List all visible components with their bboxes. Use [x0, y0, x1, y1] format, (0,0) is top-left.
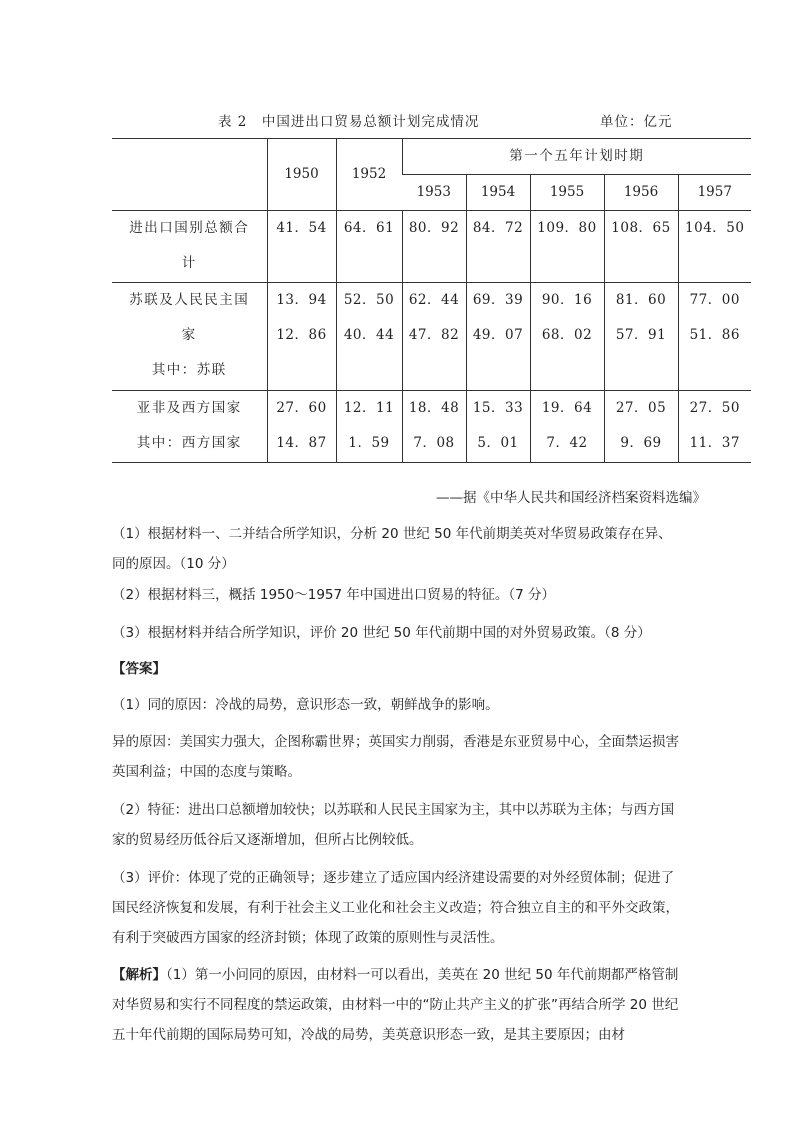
value-cell — [267, 211, 336, 283]
value: 108．65 — [611, 220, 671, 236]
row-label-line: 其中：西方国家 — [136, 435, 242, 451]
header-year: 1953 — [402, 175, 466, 211]
table-header-row-1 — [112, 139, 751, 175]
header-year: 1955 — [530, 175, 604, 211]
value-cell — [604, 391, 678, 463]
row-label — [112, 283, 267, 391]
table-unit: 单位：亿元 — [600, 114, 673, 130]
value-cell — [402, 211, 466, 283]
value-cell — [530, 211, 604, 283]
value-cell — [530, 391, 604, 463]
value: 109．80 — [537, 220, 597, 236]
value-cell — [466, 391, 530, 463]
header-plan-period: 第一个五年计划时期 — [402, 139, 751, 175]
value: 104．50 — [685, 220, 745, 236]
question-3: （3）根据材料并结合所学知识，评价 20 世纪 50 年代前期中国的对外贸易政策。（8 分） — [112, 625, 651, 641]
value: 11．37 — [689, 435, 740, 451]
value: 62．44 — [408, 292, 460, 308]
table-row-soviet — [112, 283, 751, 391]
value: 49．07 — [472, 327, 524, 343]
table-source: ——据《中华人民共和国经济档案资料选编》 — [436, 490, 706, 506]
value: 69．39 — [472, 292, 524, 308]
value-cell — [267, 283, 336, 391]
analysis-paragraph — [112, 960, 682, 1050]
analysis-text: （1）第一小问同的原因，由材料一可以看出，美英在 20 世纪 50 年代前期都严格管制对华贸易和实行不同程度的禁运政策，由材料一中的“防止共产主义的扩张”再结合所学 20 世纪五十年代前期的国际局势可知，冷战的局势，美英意识形态一致，是其主要原因；由材 — [112, 967, 679, 1043]
table-row-west — [112, 391, 751, 463]
answer-heading: 【答案】 — [112, 661, 166, 677]
header-year: 1957 — [678, 175, 751, 211]
value-cell — [466, 211, 530, 283]
value: 12．86 — [276, 327, 327, 343]
question-1: （1）根据材料一、二并结合所学知识，分析 20 世纪 50 年代前期美英对华贸易政策存在异、同的原因。（10 分） — [112, 526, 672, 572]
value: 68．02 — [541, 327, 593, 343]
value: 7．42 — [546, 435, 588, 451]
header-1952: 1952 — [336, 139, 402, 211]
value: 52．50 — [343, 292, 395, 308]
value-cell — [402, 391, 466, 463]
answer-1-difference: 异的原因：美国实力强大，企图称霸世界；英国实力削弱，香港是东亚贸易中心，全面禁运损害英国利益；中国的态度与策略。 — [112, 734, 679, 780]
value: 81．60 — [615, 292, 667, 308]
value: 12．11 — [343, 400, 395, 416]
value: 5．01 — [477, 435, 519, 451]
value-cell — [604, 283, 678, 391]
value: 27．60 — [276, 400, 327, 416]
value: 64．61 — [343, 220, 395, 236]
value: 14．87 — [276, 435, 327, 451]
row-label-line: 其中：苏联 — [151, 362, 227, 378]
answer-2: （2）特征：进出口总额增加较快；以苏联和人民民主国家为主，其中以苏联为主体；与西方国家的贸易经历低谷后又逐渐增加，但所占比例较低。 — [112, 802, 675, 848]
header-blank-cell — [112, 139, 267, 211]
trade-table — [112, 138, 751, 463]
answer-1: （1）同的原因：冷战的局势，意识形态一致，朝鲜战争的影响。 — [112, 697, 499, 713]
value-cell — [336, 391, 402, 463]
value: 1．59 — [348, 435, 390, 451]
value-cell — [336, 283, 402, 391]
header-year: 1954 — [466, 175, 530, 211]
table-caption: 表 2 中国进出口贸易总额计划完成情况 — [218, 114, 480, 130]
row-label-line: 进出口国别总额合 — [129, 220, 250, 236]
value: 90．16 — [541, 292, 593, 308]
table-row-total — [112, 211, 751, 283]
value: 57．91 — [615, 327, 667, 343]
header-1950: 1950 — [267, 139, 336, 211]
value: 27．05 — [615, 400, 667, 416]
row-label — [112, 211, 267, 283]
value-cell — [402, 283, 466, 391]
row-label-line: 苏联及人民民主国 — [129, 292, 250, 308]
value: 41．54 — [276, 220, 327, 236]
value-cell — [530, 283, 604, 391]
value: 80．92 — [408, 220, 460, 236]
row-label — [112, 391, 267, 463]
question-2: （2）根据材料三，概括 1950～1957 年中国进出口贸易的特征。（7 分） — [112, 587, 556, 603]
value-cell — [604, 211, 678, 283]
value-cell — [267, 391, 336, 463]
value: 77．00 — [689, 292, 740, 308]
value-cell — [678, 211, 751, 283]
value: 27．50 — [689, 400, 740, 416]
value-cell — [336, 211, 402, 283]
row-label-line: 计 — [181, 255, 197, 271]
value: 19．64 — [541, 400, 593, 416]
header-year: 1956 — [604, 175, 678, 211]
table-caption-row — [112, 110, 752, 130]
value: 51．86 — [689, 327, 740, 343]
value: 40．44 — [343, 327, 395, 343]
value: 7．08 — [413, 435, 455, 451]
value: 9．69 — [620, 435, 662, 451]
value-cell — [678, 283, 751, 391]
analysis-heading: 【解析】 — [112, 967, 166, 983]
value-cell — [466, 283, 530, 391]
value-cell — [678, 391, 751, 463]
row-label-line: 亚非及西方国家 — [136, 400, 242, 416]
value: 13．94 — [276, 292, 327, 308]
row-label-line: 家 — [181, 327, 197, 343]
answer-3: （3）评价：体现了党的正确领导；逐步建立了适应国内经济建设需要的对外经贸体制；促进了国民经济恢复和发展，有利于社会主义工业化和社会主义改造；符合独立自主的和平外交政策，有利于突破西方国家的经济封锁；体现了政策的原则性与灵活性。 — [112, 870, 679, 946]
value: 18．48 — [408, 400, 460, 416]
value: 15．33 — [472, 400, 524, 416]
value: 84．72 — [472, 220, 524, 236]
value: 47．82 — [408, 327, 460, 343]
